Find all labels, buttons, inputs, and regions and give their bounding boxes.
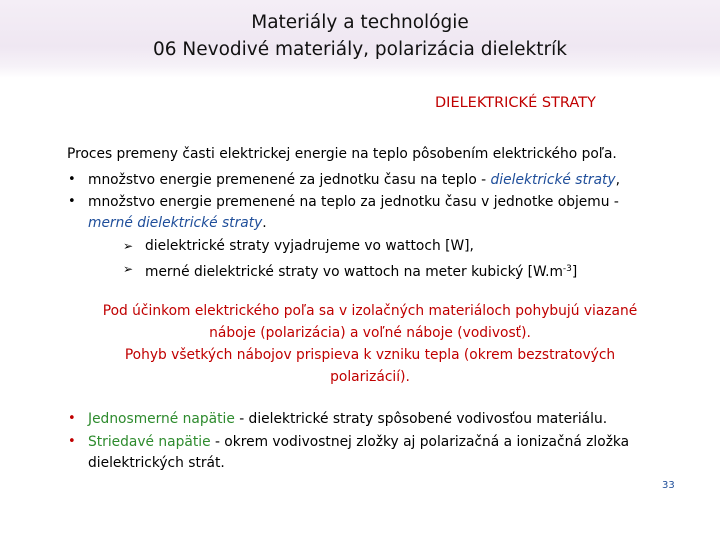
bullet-dot: • [68,172,76,187]
sub-bullet-2-sup: -3 [562,264,572,274]
arrow-bullet-icon: ➢ [123,262,134,276]
page-number: 33 [662,480,675,491]
sub-bullet-2-post: ] [571,264,578,280]
slide-title-line1: Materiály a technológie [251,12,469,33]
center-paragraph-line2: náboje (polarizácia) a voľné náboje (vodivosť). [209,325,531,341]
bullet2-item-1 [88,410,607,428]
slide-header [0,0,720,78]
bullet-item-2 [88,193,619,211]
intro-text: Proces premeny časti elektrickej energie na teplo pôsobením elektrického poľa. [67,146,617,162]
bullet-item-1-highlight: dielektrické straty [490,172,616,188]
bullet-dot: • [68,434,76,449]
bullet-dot: • [68,194,76,209]
bullet-item-1-text: množstvo energie premenené za jednotku času na teplo - [88,172,491,188]
bullet-dot: • [68,411,76,426]
sub-bullet-1: dielektrické straty vyjadrujeme vo wattoch [W], [145,238,474,254]
bullet-item-2-cont [88,214,267,232]
center-paragraph-line1: Pod účinkom elektrického poľa sa v izolačných materiáloch pohybujú viazané [102,303,638,319]
arrow-bullet-icon: ➢ [123,239,134,253]
bullet2-item-1-text: - dielektrické straty spôsobené vodivosťou materiálu. [234,411,608,427]
slide-title-line2: 06 Nevodivé materiály, polarizácia dielektrík [152,39,567,60]
sub-bullet-2-pre: merné dielektrické straty vo wattoch na meter kubický [W.m [145,264,563,280]
bullet-item-2-tail: . [262,215,267,231]
center-paragraph-line3: Pohyb všetkých nábojov prispieva k vzniku tepla (okrem bezstratových [124,347,616,363]
bullet2-item-2 [88,433,629,451]
center-paragraph-line4: polarizácií). [330,369,410,385]
sub-bullet-2 [145,260,577,281]
bullet-item-2-highlight: merné dielektrické straty [88,215,263,231]
bullet2-item-2-label: Striedavé napätie [88,434,211,450]
bullet2-item-2-cont: dielektrických strát. [88,455,225,471]
bullet-item-1-tail: , [615,172,620,188]
bullet-item-1 [88,171,620,189]
section-heading: DIELEKTRICKÉ STRATY [435,95,596,111]
bullet2-item-1-label: Jednosmerné napätie [88,411,235,427]
bullet-item-2-text: množstvo energie premenené na teplo za jednotku času v jednotke objemu - [88,194,619,210]
bullet2-item-2-text: - okrem vodivostnej zložky aj polarizačná a ionizačná zložka [210,434,630,450]
